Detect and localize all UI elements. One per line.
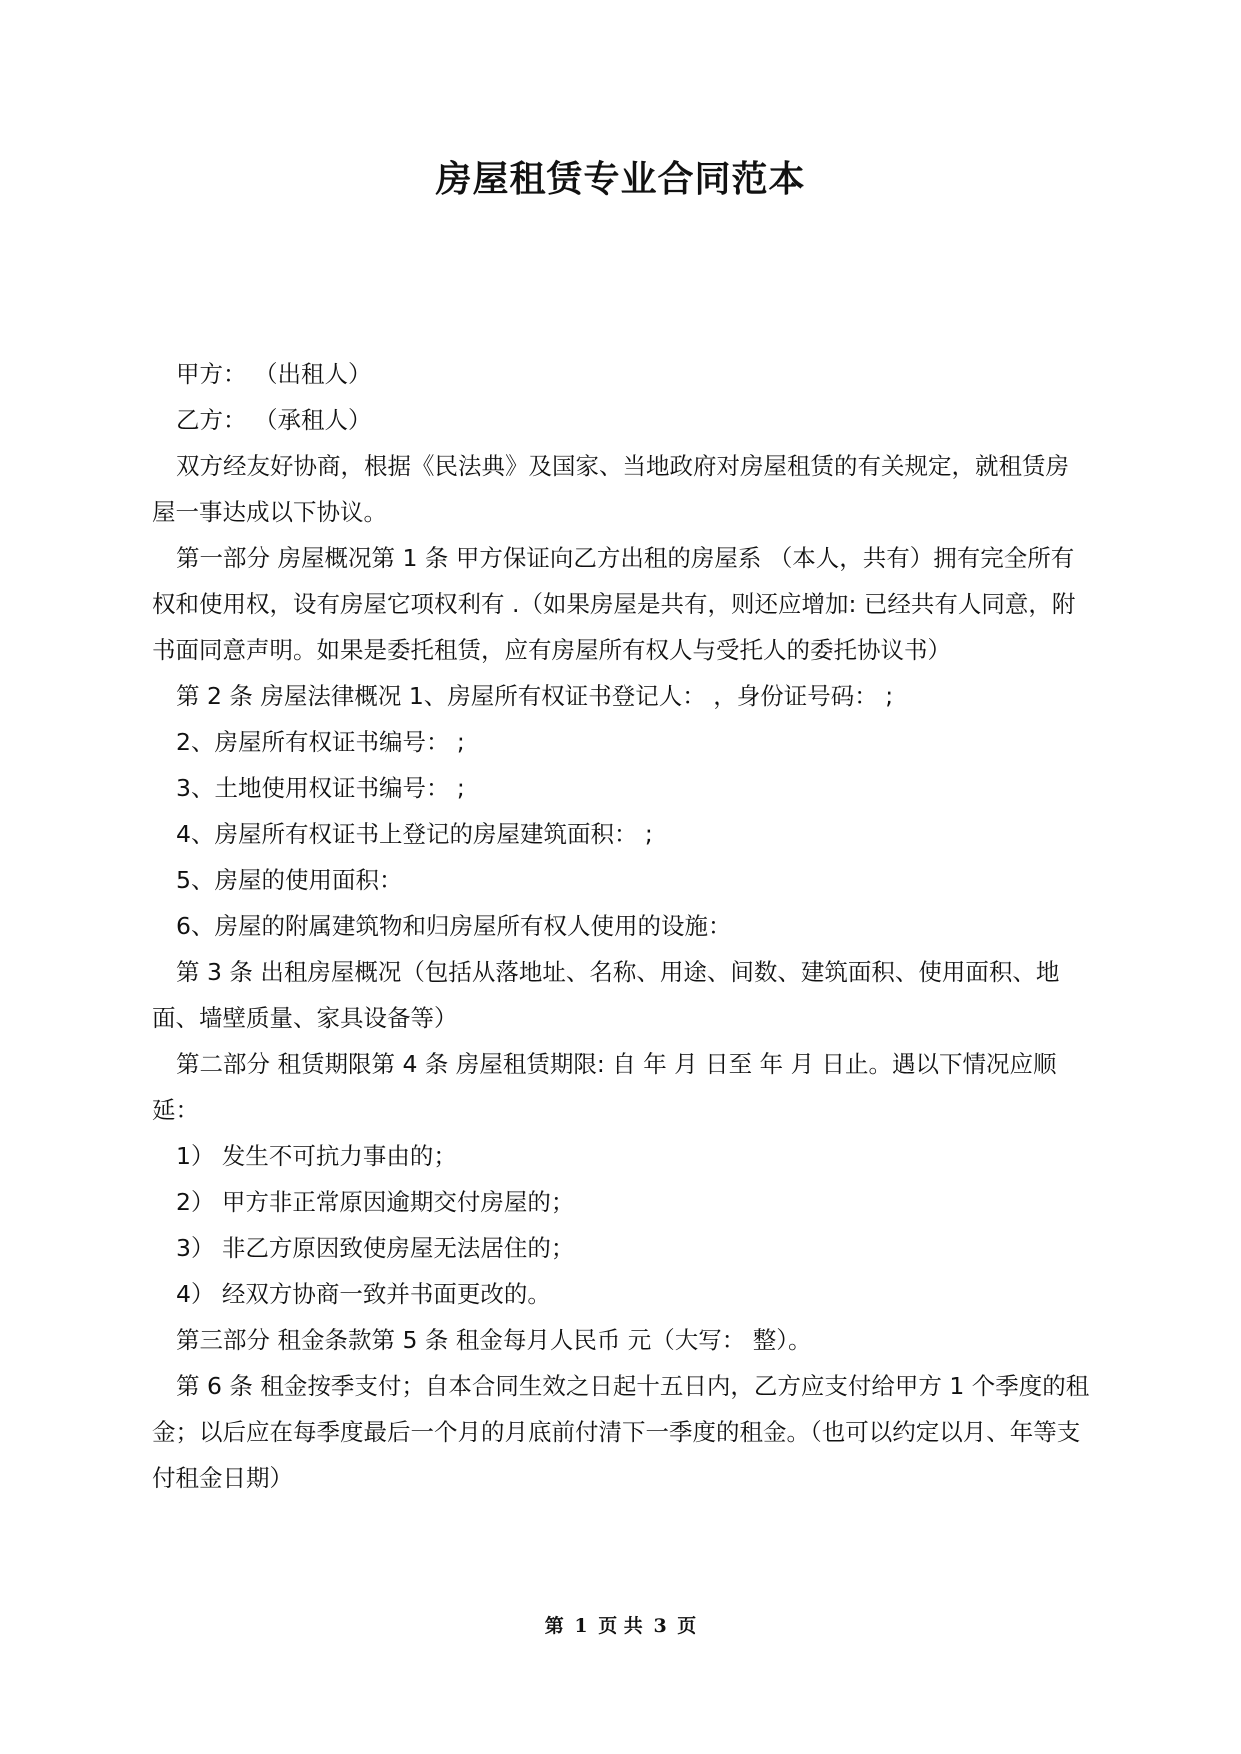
footer-suffix: 页 [677, 1615, 697, 1637]
footer-middle: 页 共 [598, 1615, 643, 1637]
footer-prefix: 第 [544, 1615, 564, 1637]
extension-item-4: 4） 经双方协商一致并书面更改的。 [176, 1280, 551, 1308]
article-6-paragraph: 第 6 条 租金按季支付；自本合同生效之日起十五日内，乙方应支付给甲方 1 个季度的租金；以后应在每季度最后一个月的月底前付清下一季度的租金。（也可以约定以月、年等支付租金日期） [152, 1372, 1090, 1492]
article-4-paragraph: 第二部分 租赁期限第 4 条 房屋租赁期限: 自 年 月 日至 年 月 日止。遇以下情况应顺延： [152, 1050, 1057, 1124]
article-5-paragraph: 第三部分 租金条款第 5 条 租金每月人民币 元（大写： 整）。 [176, 1326, 812, 1354]
article-2-item-6: 6、房屋的附属建筑物和归房屋所有权人使用的设施： [176, 912, 732, 940]
extension-item-1: 1） 发生不可抗力事由的； [176, 1142, 457, 1170]
party-a-line: 甲方： （出租人） [176, 360, 372, 388]
article-2-paragraph: 第 2 条 房屋法律概况 1、房屋所有权证书登记人： ，身份证号码： ; [176, 682, 894, 710]
article-2-item-3: 3、土地使用权证书编号： ; [176, 774, 465, 802]
page-footer [0, 1612, 1241, 1640]
article-3-paragraph: 第 3 条 出租房屋概况（包括从落地址、名称、用途、间数、建筑面积、使用面积、地面、墙壁质量、家具设备等） [152, 958, 1060, 1032]
preamble-paragraph: 双方经友好协商，根据《民法典》及国家、当地政府对房屋租赁的有关规定，就租赁房屋一事达成以下协议。 [152, 452, 1069, 526]
article-2-item-4: 4、房屋所有权证书上登记的房屋建筑面积： ; [176, 820, 653, 848]
extension-item-2: 2） 甲方非正常原因逾期交付房屋的； [176, 1188, 575, 1216]
extension-item-3: 3） 非乙方原因致使房屋无法居住的； [176, 1234, 575, 1262]
article-2-item-5: 5、房屋的使用面积： [176, 866, 403, 894]
article-2-item-2: 2、房屋所有权证书编号： ; [176, 728, 465, 756]
party-b-line: 乙方： （承租人） [176, 406, 372, 434]
footer-total-pages: 3 [653, 1615, 667, 1637]
footer-current-page: 1 [574, 1615, 588, 1637]
article-1-paragraph: 第一部分 房屋概况第 1 条 甲方保证向乙方出租的房屋系 （本人，共有）拥有完全所有权和使用权，设有房屋它项权利有 .（如果房屋是共有，则还应增加: 已经共有人同意，附书面同意声明。如果是委托租赁，应有房屋所有权人与受托人的委托协议书） [152, 544, 1076, 664]
document-body [152, 351, 1092, 1501]
document-title: 房屋租赁专业合同范本 [435, 159, 806, 200]
